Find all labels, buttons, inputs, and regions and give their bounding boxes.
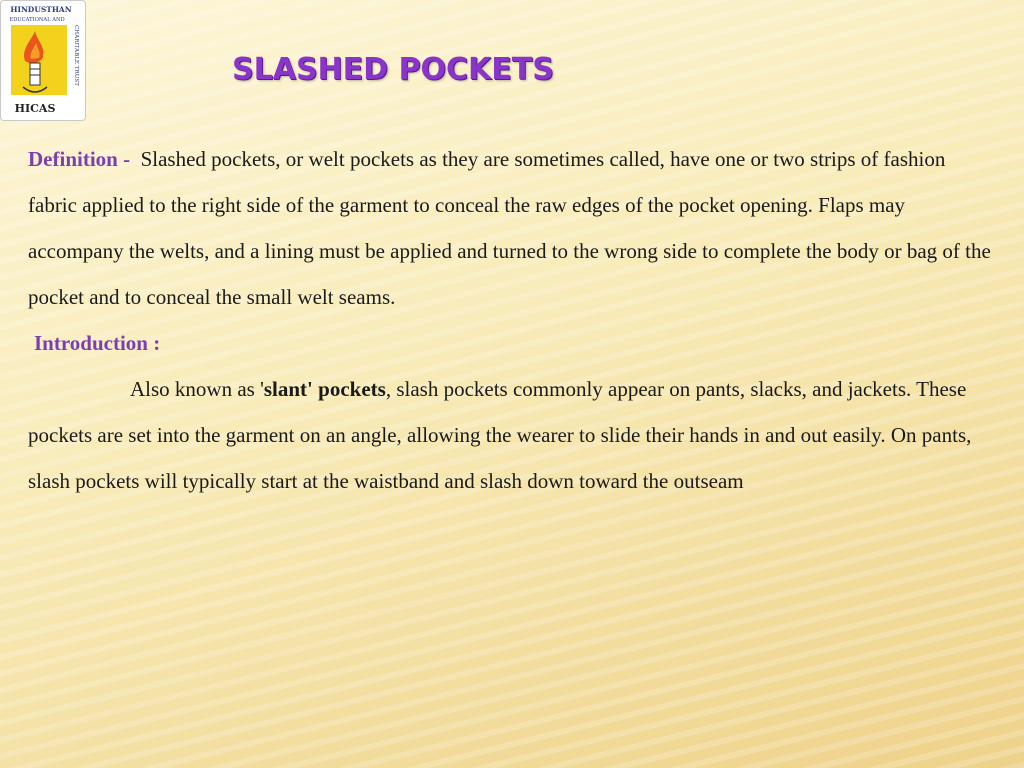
introduction-paragraph [28, 366, 998, 504]
logo-graphic [1, 1, 85, 120]
slide-body [28, 136, 998, 504]
logo-line2: EDUCATIONAL AND [9, 17, 65, 23]
definition-paragraph [28, 136, 998, 320]
logo-bottom-text: HICAS [14, 102, 56, 115]
logo-line1: HINDUSTHAN [10, 5, 72, 14]
definition-text: Slashed pockets, or welt pockets as they are sometimes called, have one or two strips of fashion fabric applied to the right side of the garment to conceal the raw edges of the pocket opening. Flaps may accompany the welts, and a lining must be applied and turned to the wrong side to complete the body or bag of the pocket and to conceal the small welt seams. [28, 147, 991, 309]
introduction-heading [28, 320, 998, 366]
torch-handle-icon [30, 63, 40, 85]
logo-side-text: CHARITABLE TRUST [73, 25, 79, 86]
introduction-label: Introduction : [34, 331, 161, 355]
hicas-logo [0, 0, 86, 121]
introduction-text-before: Also known as ' [130, 377, 264, 401]
page-title: SLASHED POCKETS [232, 52, 554, 87]
definition-label: Definition - [28, 147, 131, 171]
introduction-bold-text: slant' pockets [263, 377, 386, 401]
introduction-text-after: , slash pockets commonly appear on pants, slacks, and jackets. These pockets are set into the garment on an angle, allowing the wearer to slide their hands in and out easily. On pants, slash pockets will typically start at the waistband and slash down toward the outseam [28, 377, 972, 493]
